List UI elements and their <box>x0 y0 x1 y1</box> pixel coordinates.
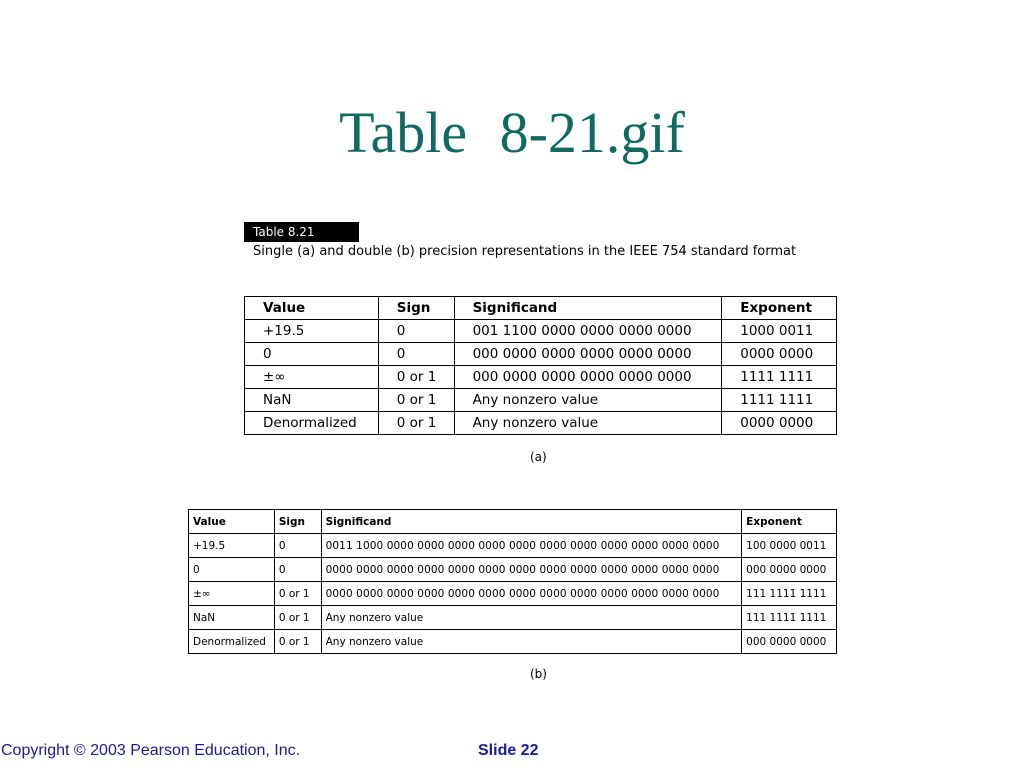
cell-sign: 0 <box>378 320 454 343</box>
footer-copyright: Copyright © 2003 Pearson Education, Inc. <box>1 742 301 759</box>
table-row <box>189 582 837 606</box>
cell-sign: 0 <box>378 343 454 366</box>
header-value: Value <box>245 297 379 320</box>
table-caption: Single (a) and double (b) precision representations in the IEEE 754 standard format <box>253 244 797 259</box>
cell-value: NaN <box>189 606 275 630</box>
table-label: Table 8.21 <box>244 222 359 242</box>
cell-exponent: 0000 0000 <box>722 412 837 435</box>
slide-number: Slide 22 <box>478 742 539 759</box>
cell-value: Denormalized <box>245 412 379 435</box>
table-header-row <box>245 297 837 320</box>
table-row <box>189 558 837 582</box>
cell-exponent: 1000 0011 <box>722 320 837 343</box>
header-exponent: Exponent <box>742 510 837 534</box>
cell-significand: Any nonzero value <box>454 389 722 412</box>
header-significand: Significand <box>321 510 742 534</box>
table-row <box>189 606 837 630</box>
cell-significand: 0000 0000 0000 0000 0000 0000 0000 0000 0000 0000 0000 0000 0000 <box>321 582 742 606</box>
cell-value: NaN <box>245 389 379 412</box>
table-header-row <box>189 510 837 534</box>
header-exponent: Exponent <box>722 297 837 320</box>
table-row <box>245 366 837 389</box>
cell-significand: Any nonzero value <box>321 606 742 630</box>
header-sign: Sign <box>378 297 454 320</box>
table-row <box>245 343 837 366</box>
cell-sign: 0 or 1 <box>274 582 321 606</box>
double-precision-table <box>188 509 837 654</box>
cell-exponent: 1111 1111 <box>722 389 837 412</box>
table-row <box>189 534 837 558</box>
cell-exponent: 111 1111 1111 <box>742 606 837 630</box>
cell-sign: 0 or 1 <box>274 630 321 654</box>
cell-significand: Any nonzero value <box>454 412 722 435</box>
cell-significand: 0011 1000 0000 0000 0000 0000 0000 0000 0000 0000 0000 0000 0000 <box>321 534 742 558</box>
cell-sign: 0 <box>274 558 321 582</box>
cell-sign: 0 or 1 <box>378 412 454 435</box>
cell-exponent: 000 0000 0000 <box>742 630 837 654</box>
cell-significand: 001 1100 0000 0000 0000 0000 <box>454 320 722 343</box>
cell-value: 0 <box>189 558 275 582</box>
cell-value: ±∞ <box>189 582 275 606</box>
slide-title: Table 8-21.gif <box>339 100 685 165</box>
cell-significand: 0000 0000 0000 0000 0000 0000 0000 0000 0000 0000 0000 0000 0000 <box>321 558 742 582</box>
cell-exponent: 100 0000 0011 <box>742 534 837 558</box>
cell-sign: 0 or 1 <box>378 389 454 412</box>
cell-value: +19.5 <box>245 320 379 343</box>
table-a-label: (a) <box>530 450 547 464</box>
cell-significand: Any nonzero value <box>321 630 742 654</box>
table-row <box>245 389 837 412</box>
cell-sign: 0 or 1 <box>274 606 321 630</box>
table-row <box>189 630 837 654</box>
cell-exponent: 000 0000 0000 <box>742 558 837 582</box>
cell-value: 0 <box>245 343 379 366</box>
cell-value: Denormalized <box>189 630 275 654</box>
table-row <box>245 412 837 435</box>
cell-sign: 0 <box>274 534 321 558</box>
cell-significand: 000 0000 0000 0000 0000 0000 <box>454 343 722 366</box>
table-b-label: (b) <box>530 667 547 681</box>
header-sign: Sign <box>274 510 321 534</box>
cell-exponent: 111 1111 1111 <box>742 582 837 606</box>
header-value: Value <box>189 510 275 534</box>
cell-significand: 000 0000 0000 0000 0000 0000 <box>454 366 722 389</box>
cell-value: +19.5 <box>189 534 275 558</box>
cell-exponent: 1111 1111 <box>722 366 837 389</box>
cell-exponent: 0000 0000 <box>722 343 837 366</box>
table-row <box>245 320 837 343</box>
cell-value: ±∞ <box>245 366 379 389</box>
cell-sign: 0 or 1 <box>378 366 454 389</box>
header-significand: Significand <box>454 297 722 320</box>
single-precision-table <box>244 296 837 435</box>
